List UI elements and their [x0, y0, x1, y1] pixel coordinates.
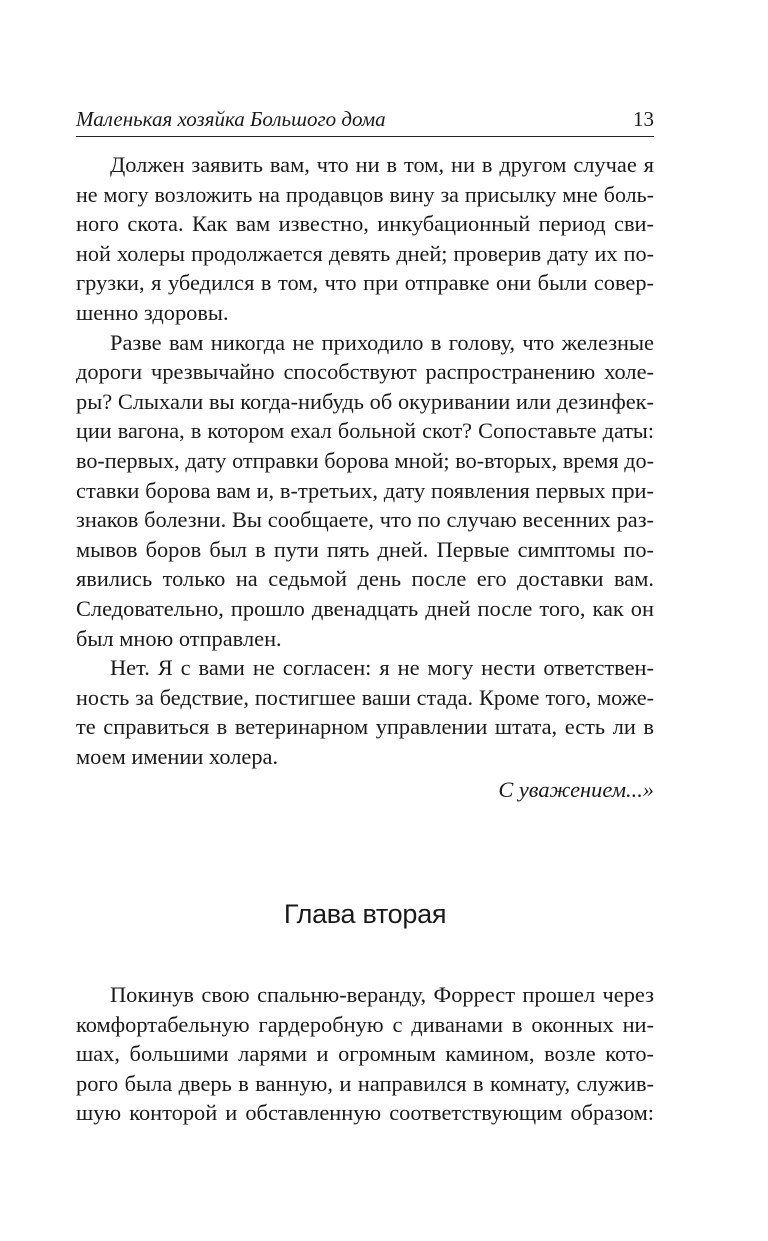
paragraph-3	[76, 653, 654, 771]
text-line: ции вагона, в котором ехал больной скот? Сопоставьте даты:	[76, 418, 654, 444]
paragraph-2	[76, 328, 654, 654]
text-line: те справиться в ветеринарном управлении штата, есть ли в	[76, 714, 654, 740]
text-line: дороги чрезвычайно способствуют распространению холе-	[76, 359, 654, 385]
chapter-title: Глава вторая	[283, 899, 447, 929]
text-line: комфортабельную гардеробную с диванами в оконных ни-	[76, 1011, 654, 1037]
text-line: шую конторой и обставленную соответствующим образом:	[76, 1100, 654, 1126]
text-line: рого была дверь в ванную, и направился в комнату, служив-	[76, 1070, 654, 1096]
text-line: ставки борова вам и, в-третьих, дату появления первых при-	[76, 477, 654, 503]
chapter-body	[76, 980, 654, 1128]
text-line: грузки, я убедился в том, что при отправке они были совер-	[76, 270, 654, 296]
text-line: был мною отправлен.	[76, 625, 282, 651]
text-line: явились только на седьмой день после его доставки вам.	[76, 566, 654, 592]
text-line: шах, большими ларями и огромным камином, возле кото-	[76, 1041, 654, 1067]
letter-signoff: С уважением...»	[498, 777, 654, 803]
text-line: во-первых, дату отправки борова мной; во-вторых, время до-	[76, 447, 654, 473]
chapter-paragraph-1	[76, 980, 654, 1128]
text-line: моем имении холера.	[76, 743, 279, 769]
text-line: шенно здоровы.	[76, 299, 229, 325]
running-title: Маленькая хозяйка Большого дома	[76, 107, 386, 131]
text-line: ного скота. Как вам известно, инкубационный период сви-	[76, 211, 654, 237]
text-line: Покинув свою спальню-веранду, Форрест прошел через	[110, 982, 654, 1007]
text-line: мывов боров был в пути пять дней. Первые симптомы по-	[76, 536, 654, 562]
page-number: 13	[633, 107, 654, 131]
letter-body	[76, 150, 654, 805]
text-line: Разве вам никогда не приходило в голову, что железные	[110, 329, 654, 355]
text-line: Следовательно, прошло двенадцать дней после того, как он	[76, 595, 654, 621]
paragraph-1	[76, 150, 654, 328]
running-header	[76, 104, 654, 134]
text-line: ры? Слыхали вы когда-нибудь об окуривании или дезинфек-	[76, 388, 654, 414]
text-line: Должен заявить вам, что ни в том, ни в другом случае я	[110, 152, 654, 177]
text-line: Нет. Я с вами не согласен: я не могу нести ответствен-	[110, 655, 654, 681]
text-line: ность за бедствие, постигшее ваши стада. Кроме того, може-	[76, 684, 654, 710]
text-line: ной холеры продолжается девять дней; проверив дату их по-	[76, 240, 654, 266]
text-line: знаков болезни. Вы сообщаете, что по случаю весенних раз-	[76, 507, 654, 533]
text-line: не могу возложить на продавцов вину за присылку мне боль-	[76, 181, 654, 207]
header-rule	[76, 136, 654, 137]
